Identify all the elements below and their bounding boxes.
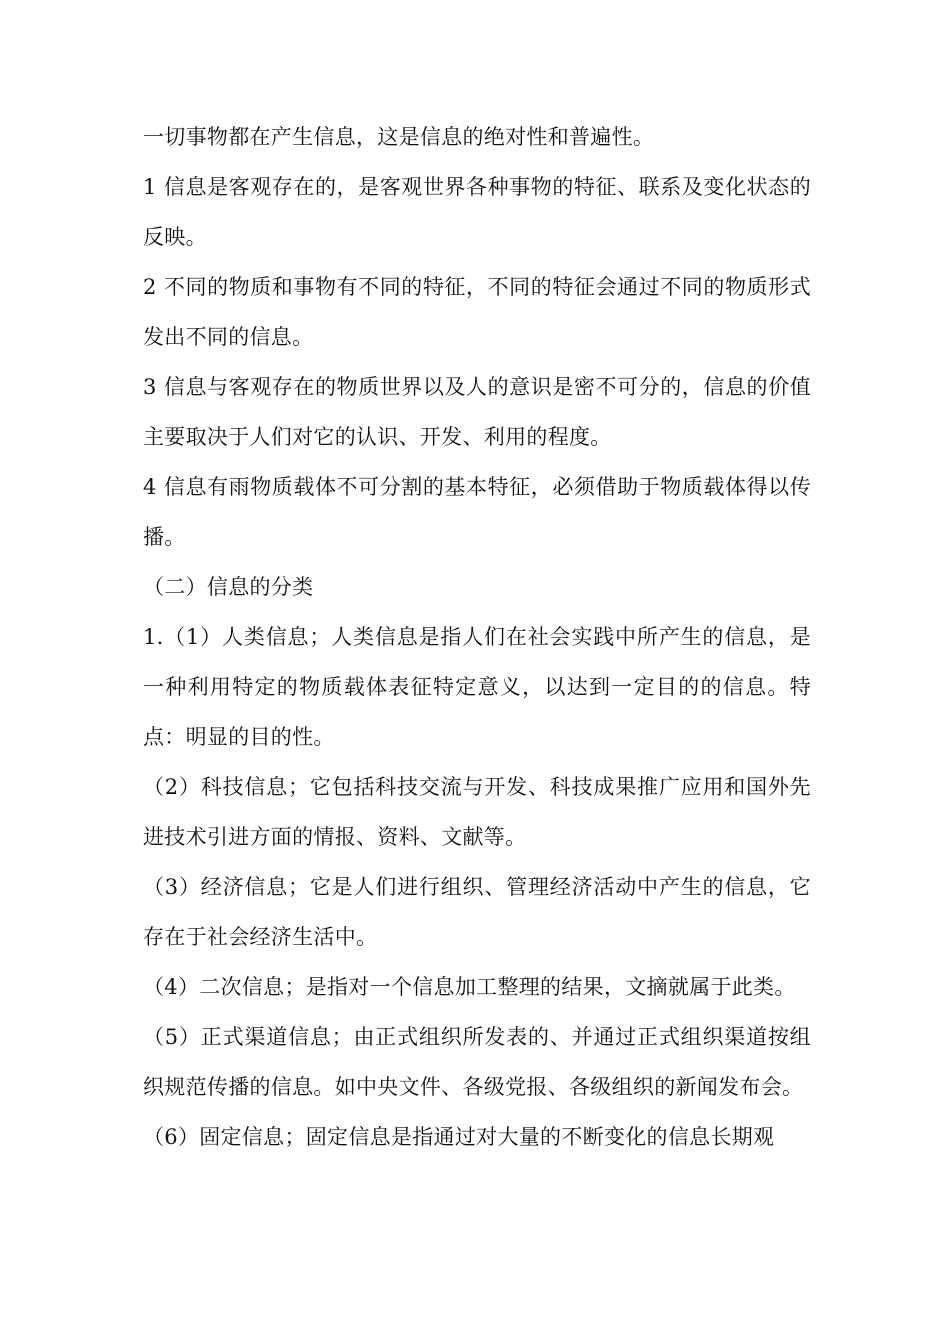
paragraph-point-4: 4 信息有雨物质载体不可分割的基本特征，必须借助于物质载体得以传播。 xyxy=(143,475,811,549)
section-heading-classification: （二）信息的分类 xyxy=(143,575,314,599)
paragraph-human-information: 1.（1）人类信息；人类信息是指人们在社会实践中所产生的信息，是一种利用特定的物质载体表征特定意义，以达到一定目的的信息。特点：明显的目的性。 xyxy=(143,625,811,749)
paragraph-point-3: 3 信息与客观存在的物质世界以及人的意识是密不可分的，信息的价值主要取决于人们对它的认识、开发、利用的程度。 xyxy=(143,375,811,449)
paragraph-universality: 一切事物都在产生信息，这是信息的绝对性和普遍性。 xyxy=(143,125,655,149)
paragraph-fixed-information: （6）固定信息；固定信息是指通过对大量的不断变化的信息长期观 xyxy=(143,1125,775,1149)
paragraph-point-1: 1 信息是客观存在的，是客观世界各种事物的特征、联系及变化状态的反映。 xyxy=(143,175,811,249)
paragraph-secondary-information: （4）二次信息；是指对一个信息加工整理的结果，文摘就属于此类。 xyxy=(143,975,796,999)
document-body xyxy=(143,112,811,1162)
paragraph-point-2: 2 不同的物质和事物有不同的特征，不同的特征会通过不同的物质形式发出不同的信息。 xyxy=(143,275,811,349)
paragraph-formal-channel-information: （5）正式渠道信息；由正式组织所发表的、并通过正式组织渠道按组织规范传播的信息。如中央文件、各级党报、各级组织的新闻发布会。 xyxy=(143,1025,811,1099)
paragraph-economic-information: （3）经济信息；它是人们进行组织、管理经济活动中产生的信息，它存在于社会经济生活中。 xyxy=(143,875,811,949)
paragraph-tech-information: （2）科技信息；它包括科技交流与开发、科技成果推广应用和国外先进技术引进方面的情报、资料、文献等。 xyxy=(143,775,811,849)
